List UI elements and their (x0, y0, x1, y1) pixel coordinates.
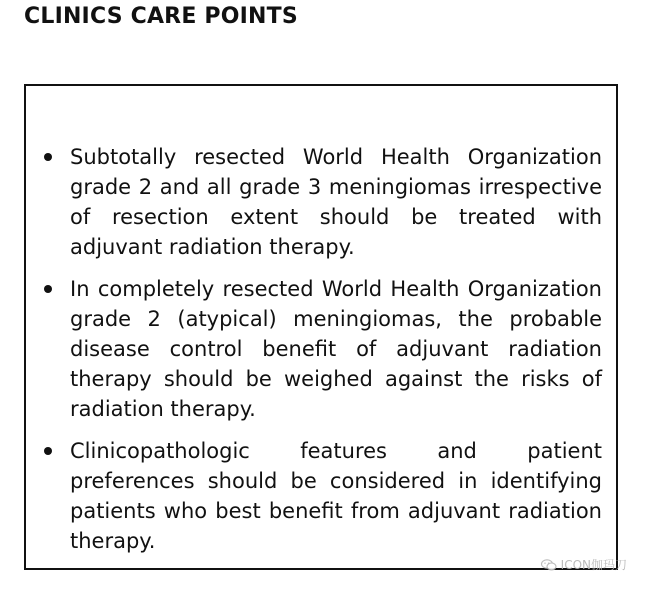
care-point-item (42, 436, 602, 556)
care-point-text: Clinicopathologic features and patient preferences should be considered in identifying patients who best benefit from adjuvant radiation therapy. (70, 439, 602, 553)
care-points-box (24, 84, 618, 570)
care-points-list (42, 142, 602, 568)
bullet-icon (44, 447, 52, 455)
watermark (541, 556, 627, 573)
care-point-text: In completely resected World Health Organization grade 2 (atypical) meningiomas, the probable disease control benefit of adjuvant radiation therapy should be weighed against the risks of radiation therapy. (70, 277, 602, 421)
wechat-icon (541, 559, 557, 571)
bullet-icon (44, 153, 52, 161)
care-point-item (42, 274, 602, 424)
care-point-item (42, 142, 602, 262)
care-point-text: Subtotally resected World Health Organization grade 2 and all grade 3 meningiomas irrespective of resection extent should be treated with adjuvant radiation therapy. (70, 145, 602, 259)
section-heading: CLINICS CARE POINTS (24, 4, 298, 29)
watermark-text: ICON伽玛刀 (560, 558, 627, 572)
bullet-icon (44, 285, 52, 293)
